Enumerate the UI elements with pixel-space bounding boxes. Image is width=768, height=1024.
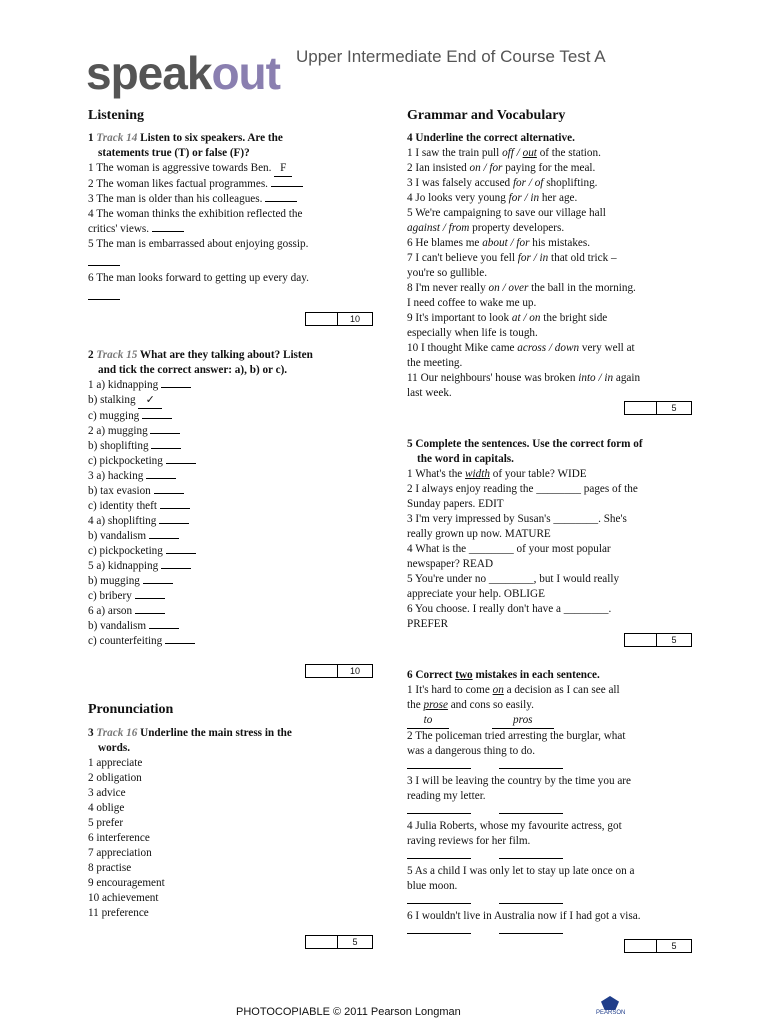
answer-field[interactable]: [499, 858, 563, 859]
answer-field[interactable]: [407, 768, 471, 769]
answer-field[interactable]: to: [407, 713, 449, 729]
answer-field[interactable]: pros: [492, 713, 554, 729]
score-box: 10: [305, 312, 373, 326]
pearson-bird-icon: [601, 996, 619, 1010]
copyright-footer: PHOTOCOPIABLE © 2011 Pearson Longman: [236, 1006, 461, 1018]
answer-field[interactable]: [499, 933, 563, 934]
pearson-logo: PEARSON: [596, 996, 624, 1022]
answer-field[interactable]: [88, 286, 120, 300]
answer-field[interactable]: [499, 813, 563, 814]
answer-field[interactable]: [407, 858, 471, 859]
score-box: 5: [624, 633, 692, 647]
speakout-logo: speakout: [86, 47, 280, 99]
tick-mark[interactable]: ✓: [138, 393, 162, 409]
grammar-heading: Grammar and Vocabulary: [407, 108, 566, 123]
score-box: 5: [624, 401, 692, 415]
question-3: 3 Track 16 Underline the main stress in the words. 1 appreciate 2 obligation 3 advice 4 oblige 5 prefer 6 interference 7 appreciation 8 practise 9 encouragement 10 achievement 11 preference: [88, 727, 292, 919]
answer-field[interactable]: F: [274, 161, 292, 177]
answer-field[interactable]: [407, 933, 471, 934]
question-5: 5 Complete the sentences. Use the correct form of the word in capitals. 1 What's the width of your table? WIDE 2 I always enjoy reading the ________ pages of the Sunday papers. EDIT 3 I'm very impressed by Susan's ________. She's really grown up now. MATURE 4 What is the ________ of your most popular newspaper? READ 5 You're under no ________, but I would really appreciate your help. OBLIGE 6 You choose. I really don't have a ________. PREFER: [407, 438, 643, 630]
answer-field[interactable]: [407, 903, 471, 904]
answer-field[interactable]: [265, 201, 297, 202]
answer-field[interactable]: width: [465, 468, 490, 480]
score-box: 5: [305, 935, 373, 949]
question-2: 2 Track 15 What are they talking about? Listen and tick the correct answer: a), b) or c). 1 a) kidnapping b) stalking ✓ c) mugging 2 a) mugging b) shoplifting c) pickpocketing 3 a) hacking b) tax evasion c) identity theft 4 a) shoplifting b) vandalism c) pickpocketing 5 a) kidnapping b) mugging c) bribery 6 a) arson b) vandalism c) counterfeiting: [88, 349, 313, 647]
score-box: 5: [624, 939, 692, 953]
question-6: 6 Correct two mistakes in each sentence. 1 It's hard to come on a decision as I can see all the prose and cons so easily. to pros 2 The policeman tried arresting the burglar, what was a dangerous thing to do. 3 I will be leaving the country by the time you are reading my letter. 4 Julia Roberts, whose my favourite actress, got raving reviews for her film. 5 As a child I was only let to stay up late once on a blue moon. 6 I wouldn't live in Australia now if I had got a visa.: [407, 668, 707, 939]
answer-field[interactable]: [499, 768, 563, 769]
document-title: Upper Intermediate End of Course Test A: [296, 47, 606, 66]
listening-heading: Listening: [88, 108, 145, 123]
answer-field[interactable]: [88, 252, 120, 266]
answer-field[interactable]: [152, 231, 184, 232]
question-1: 1 Track 14 Listen to six speakers. Are the statements true (T) or false (F)? 1 The woman is aggressive towards Ben. F 2 The woman likes factual programmes. 3 The man is older than his colleagues. 4 The woman thinks the exhibition reflected the critics' views. 5 The man is embarrassed about enjoying gossip. 6 The man looks forward to getting up every day.: [88, 131, 358, 305]
pronunciation-heading: Pronunciation: [88, 702, 174, 717]
answer-field[interactable]: [407, 813, 471, 814]
score-box: 10: [305, 664, 373, 678]
answer-field[interactable]: [271, 186, 303, 187]
question-4: 4 Underline the correct alternative. 1 I saw the train pull off / out of the station. 2 Ian insisted on / for paying for the meal. 3 I was falsely accused for / of shoplifting. 4 Jo looks very young for / in her age. 5 We're campaigning to save our village hall against / from property developers. 6 He blames me about / for his mistakes. 7 I can't believe you fell for / in that old trick – you're so gullible. 8 I'm never really on / over the ball in the morning. I need coffee to wake me up. 9 It's important to look at / on the bright side especially when life is tough. 10 I thought Mike came across / down very well at the meeting. 11 Our neighbours' house was broken into / in again last week.: [407, 132, 641, 399]
answer-field[interactable]: [499, 903, 563, 904]
